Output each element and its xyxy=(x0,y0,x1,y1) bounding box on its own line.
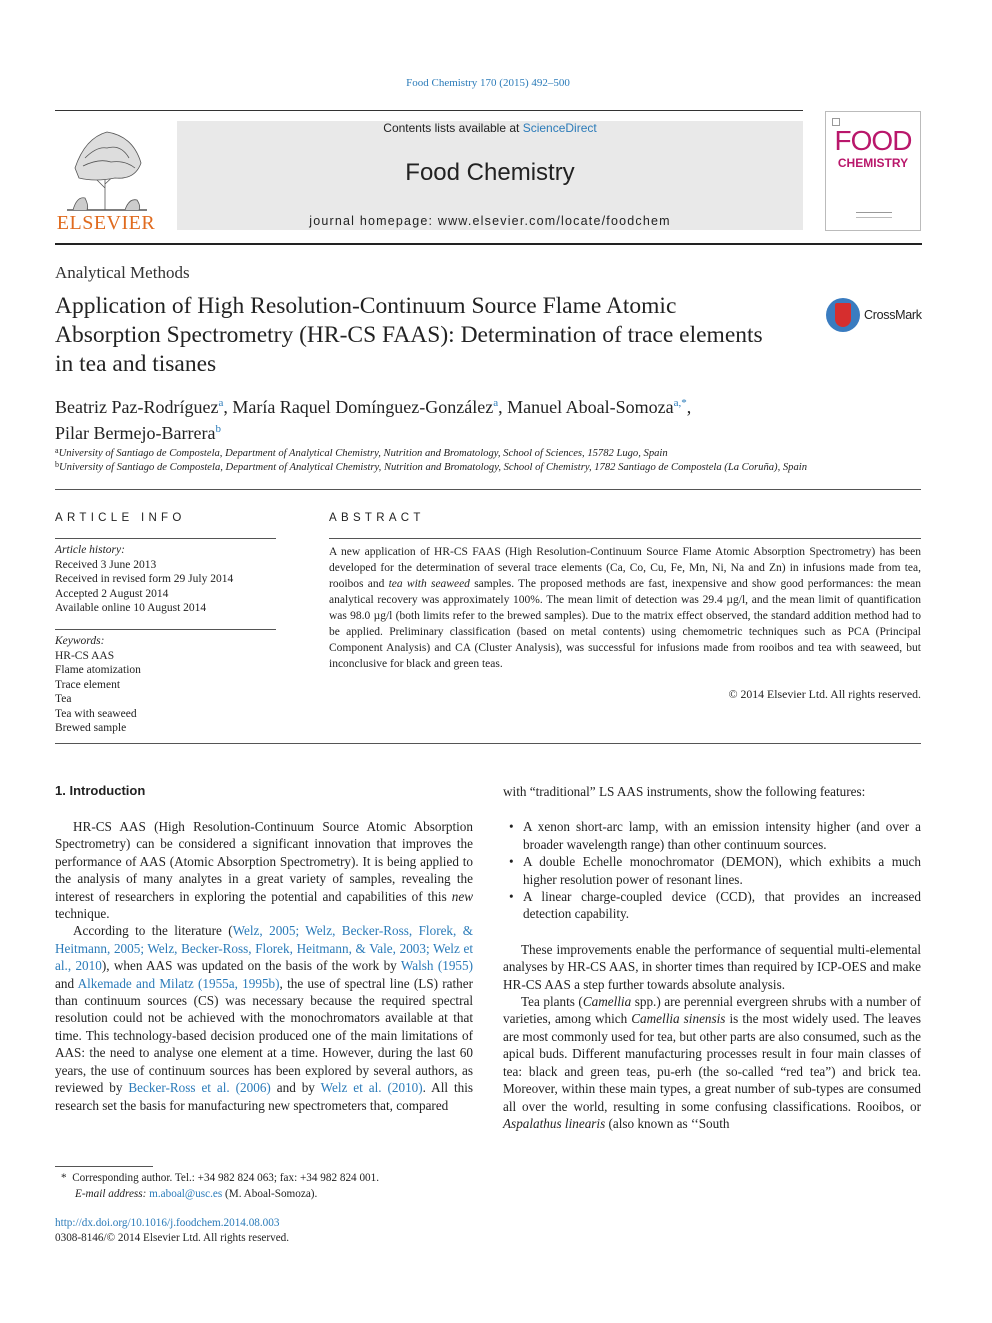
author-affil-sup[interactable]: b xyxy=(215,423,221,435)
history-item: Accepted 2 August 2014 xyxy=(55,587,169,600)
paragraph: These improvements enable the performance of sequential multi-elemental analyses by HR-CS AAS, in shorter times than required by ICP-OES and make HR-CS AAS a step further towards absolute analysis. xyxy=(503,941,921,992)
elsevier-logo[interactable] xyxy=(55,118,157,234)
author-separator: , xyxy=(686,397,692,417)
list-item: • A linear charge-coupled device (CCD), that provides an increased detection capability. xyxy=(503,888,921,923)
article-history-title: Article history: xyxy=(55,544,125,556)
citation-link[interactable]: Welz, 2005; Welz, Becker-Ross, Florek, & Heitmann, 2005; Welz, Becker-Ross, Florek, Heitmann, & Vale, 2003; Welz et al., 2010 xyxy=(55,923,473,974)
text-run: spp.) are perennial evergreen shrubs with a number of varieties, among which xyxy=(503,994,921,1027)
citation-link[interactable]: Becker-Ross et al. (2006) xyxy=(128,1080,271,1096)
list-item: • A double Echelle monochromator (DEMON), which exhibits a much higher resolution power of resonant lines. xyxy=(503,853,921,888)
cover-title-chemistry: CHEMISTRY xyxy=(837,156,909,170)
feature-list xyxy=(503,818,921,922)
author-name[interactable]: Pilar Bermejo-Barrera xyxy=(55,423,216,443)
affiliation-sup: b xyxy=(55,460,59,469)
text-run: . All this research set the basis for manufacturing new spectrometers that, compared xyxy=(55,1080,474,1113)
affiliation-sup: a xyxy=(55,446,59,455)
keyword-item: Tea xyxy=(55,693,72,705)
citation-link[interactable]: Walsh (1955) xyxy=(400,958,473,974)
divider xyxy=(55,629,276,630)
cover-lines xyxy=(856,212,892,218)
author-separator: , xyxy=(223,397,233,417)
journal-homepage xyxy=(177,214,803,228)
section-heading-introduction: 1. Introduction xyxy=(55,783,146,798)
journal-reference[interactable]: Food Chemistry 170 (2015) 492–500 xyxy=(406,77,570,89)
email-link[interactable]: m.aboal@usc.es xyxy=(149,1188,223,1200)
left-column xyxy=(55,818,473,1114)
sciencedirect-link[interactable]: ScienceDirect xyxy=(522,121,597,135)
cover-title-food: FOOD xyxy=(834,125,912,156)
header-rule-bottom xyxy=(55,243,922,245)
citation-link[interactable]: Welz et al. (2010) xyxy=(320,1080,423,1096)
crossmark-icon xyxy=(826,298,860,332)
text-run: (also known as ‘‘South xyxy=(605,1115,730,1131)
keyword-item: Brewed sample xyxy=(55,722,127,734)
header-rule-top xyxy=(55,110,803,111)
paragraph xyxy=(503,993,921,1132)
list-item: • A xenon short-arc lamp, with an emission intensity higher (and over a broader wavelength range) than other continuum sources. xyxy=(503,818,921,853)
article-history xyxy=(55,543,233,616)
keywords xyxy=(55,634,141,736)
email-label: E-mail address: xyxy=(75,1188,150,1200)
corresponding-author-footnote xyxy=(55,1170,379,1202)
paragraph xyxy=(55,922,473,1113)
keyword-item: HR-CS AAS xyxy=(55,649,115,662)
history-item: Received 3 June 2013 xyxy=(55,558,157,571)
text-run: and by xyxy=(270,1080,321,1096)
section-label: Analytical Methods xyxy=(55,263,190,282)
text-emphasis: Camellia xyxy=(582,994,632,1010)
doi-link[interactable]: http://dx.doi.org/10.1016/j.foodchem.2014.08.003 xyxy=(55,1217,280,1229)
journal-header-band xyxy=(177,121,803,230)
affiliation-text: University of Santiago de Compostela, Department of Analytical Chemistry, Nutrition and Bromatology, School of Chemistry, 1782 Santiago de Compostela (La Coruña), Spain xyxy=(59,462,808,473)
author-separator: , xyxy=(498,397,508,417)
email-suffix: (M. Aboal-Somoza). xyxy=(222,1188,318,1200)
affiliation-b xyxy=(55,460,807,473)
footnote-rule xyxy=(55,1166,153,1167)
paragraph: with “traditional” LS AAS instruments, show the following features: xyxy=(503,784,866,799)
text-run: HR-CS AAS (High Resolution-Continuum Source Atomic Absorption Spectrometry) can be considered a significant innovation that improves the performance of AAS (Atomic Absorption Spectrometry). It is being applied to the analysis of many analytes in a great variety of samples, revealing the interest of researchers in exploring the potential and capabilities of this xyxy=(55,819,473,904)
author-affil-sup[interactable]: a xyxy=(493,397,499,409)
article-info-heading: ARTICLE INFO xyxy=(55,512,186,524)
journal-name: Food Chemistry xyxy=(405,159,575,186)
divider xyxy=(55,743,921,744)
text-emphasis: new xyxy=(451,888,473,904)
divider xyxy=(329,538,921,539)
text-run: According to the literature ( xyxy=(73,923,233,939)
keywords-title: Keywords: xyxy=(55,635,105,647)
keyword-item: Trace element xyxy=(55,678,121,691)
abstract-copyright: © 2014 Elsevier Ltd. All rights reserved. xyxy=(728,687,921,701)
citation-link[interactable]: Alkemade and Milatz (1955a, 1995b) xyxy=(77,975,280,991)
divider xyxy=(55,489,921,490)
crossmark-badge[interactable] xyxy=(826,297,922,333)
author-name[interactable]: Manuel Aboal-Somoza xyxy=(507,397,674,417)
text-emphasis: Aspalathus linearis xyxy=(503,1115,606,1131)
footnote-asterisk: * xyxy=(61,1172,73,1184)
contents-prefix: Contents lists available at xyxy=(383,121,523,135)
abstract-text xyxy=(329,544,921,672)
abstract-heading: ABSTRACT xyxy=(329,512,425,524)
divider xyxy=(55,538,276,539)
author-name[interactable]: María Raquel Domínguez-González xyxy=(232,397,494,417)
text-run: , the use of spectral line (LS) rather than continuum sources (CS) was necessary because the required spectral resolution could not be achieved with the monochromators available at that time. This technology-based decision produced one of the main limitations of AAS: the need to analyse one element at a time. However, during the last 60 years, the use of continuum sources has been explored by several authors, as reviewed by xyxy=(55,975,474,1096)
elsevier-tree-icon xyxy=(55,118,157,214)
text-run: ), when AAS was updated on the basis of the work by xyxy=(101,958,401,974)
author-name[interactable]: Beatriz Paz-Rodríguez xyxy=(55,397,219,417)
history-item: Received in revised form 29 July 2014 xyxy=(55,573,234,585)
journal-cover-thumbnail[interactable] xyxy=(825,111,921,231)
keyword-item: Flame atomization xyxy=(55,664,141,676)
keyword-item: Tea with seaweed xyxy=(55,707,137,720)
article-title: Application of High Resolution-Continuum Source Flame Atomic Absorption Spectrometry (HR-CS FAAS): Determination of trace elements in tea and tisanes xyxy=(55,293,763,377)
elsevier-wordmark: ELSEVIER xyxy=(56,212,156,234)
text-emphasis: Camellia sinensis xyxy=(631,1011,726,1027)
abstract-part: samples. The proposed methods are fast, inexpensive and show good performances: the mean analytical recovery was approximately 100%. The mean limit of detection was 29.4 µg/l, and the mean limit of quantification was 98.0 µg/l (both limits refer to the brewed samples). Due to the matrix effect observed, the standard addition method had to be applied. Preliminary classification (based on metal contents) using chemometric techniques such as PCA (Principal Component Analysis) and CA (Cluster Analysis), was successful for infusions made from rooibos and tea with seaweed, but inconclusive for black and green teas. xyxy=(329,578,921,670)
doi-block xyxy=(55,1216,289,1246)
footnote-text: Corresponding author. Tel.: +34 982 824 063; fax: +34 982 824 001. xyxy=(72,1172,380,1184)
author-affil-sup[interactable]: a,* xyxy=(673,397,687,409)
abstract-part: A new application of HR-CS FAAS (High Resolution-Continuum Source Flame Atomic Absorption Spectrometry) has been developed for the determination of several trace elements (Ca, Co, Cu, Fe, Mn, Ni, Na and Zn) in infusions made from tea, rooibos and xyxy=(329,546,921,590)
abstract-italic: tea with seaweed xyxy=(388,578,470,590)
author-affil-sup[interactable]: a xyxy=(218,397,224,409)
contents-line xyxy=(177,121,803,135)
homepage-link[interactable]: www.elsevier.com/locate/foodchem xyxy=(437,214,671,228)
history-item: Available online 10 August 2014 xyxy=(55,602,207,614)
homepage-prefix: journal homepage: xyxy=(309,214,438,228)
right-column xyxy=(503,783,921,1132)
text-run: Tea plants ( xyxy=(521,994,583,1010)
text-run: technique. xyxy=(55,906,110,922)
issn-line: 0308-8146/© 2014 Elsevier Ltd. All rights reserved. xyxy=(55,1232,290,1244)
text-run: is the most widely used. The leaves are most commonly used for tea, but other parts are also consumed, such as the apical buds. Different manufacturing processes result in four main classes of tea: black and green teas, pu-erh (the so-called “red tea”) and brick tea. Moreover, within these main types, a great number of sub-types are consumed all over the world, resulting in some confusing classifications. Rooibos, or xyxy=(503,1011,921,1114)
author-list xyxy=(55,392,925,444)
affiliation-text: University of Santiago de Compostela, Department of Analytical Chemistry, Nutrition and Bromatology, School of Sciences, 15782 Lugo, Spain xyxy=(58,448,668,459)
text-run: and xyxy=(55,975,78,991)
affiliation-a xyxy=(55,446,668,459)
paragraph xyxy=(55,818,473,922)
crossmark-label: CrossMark xyxy=(864,308,922,322)
